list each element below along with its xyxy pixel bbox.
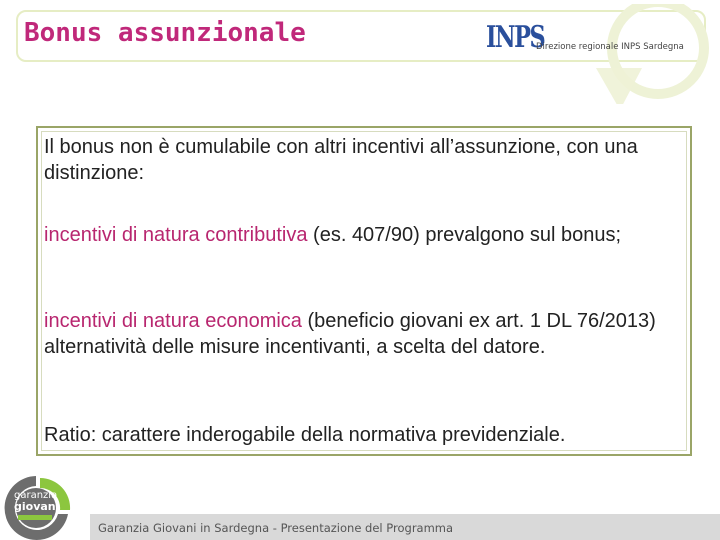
logo-line-1: garanzia	[14, 490, 58, 501]
paragraph-ratio: Ratio: carattere inderogabile della normativa previdenziale.	[44, 424, 566, 446]
department-label: Direzione regionale INPS Sardegna	[536, 42, 684, 52]
page-title: Bonus assunzionale	[24, 18, 306, 48]
footer-text: Garanzia Giovani in Sardegna - Presentazione del Programma	[98, 521, 454, 535]
paragraph-intro: Il bonus non è cumulabile con altri incentivi all’assunzione, con una distinzione:	[44, 136, 638, 184]
text-contributiva-rest: (es. 407/90) prevalgono sul bonus;	[307, 224, 622, 246]
decorative-circle-graphic	[590, 4, 714, 104]
text-economica-rest: (beneficio giovani ex art. 1 DL 76/2013) alternatività delle misure incentivanti, a scelta del datore.	[44, 310, 656, 358]
garanzia-giovani-logo-text	[14, 490, 59, 512]
paragraph-economica	[44, 308, 684, 360]
logo-line-2: giovani	[14, 500, 60, 513]
highlight-contributiva: incentivi di natura contributiva	[44, 224, 308, 246]
highlight-economica: incentivi di natura economica	[44, 310, 302, 332]
inps-logo: INPS	[486, 20, 545, 55]
paragraph-contributiva	[44, 222, 621, 248]
